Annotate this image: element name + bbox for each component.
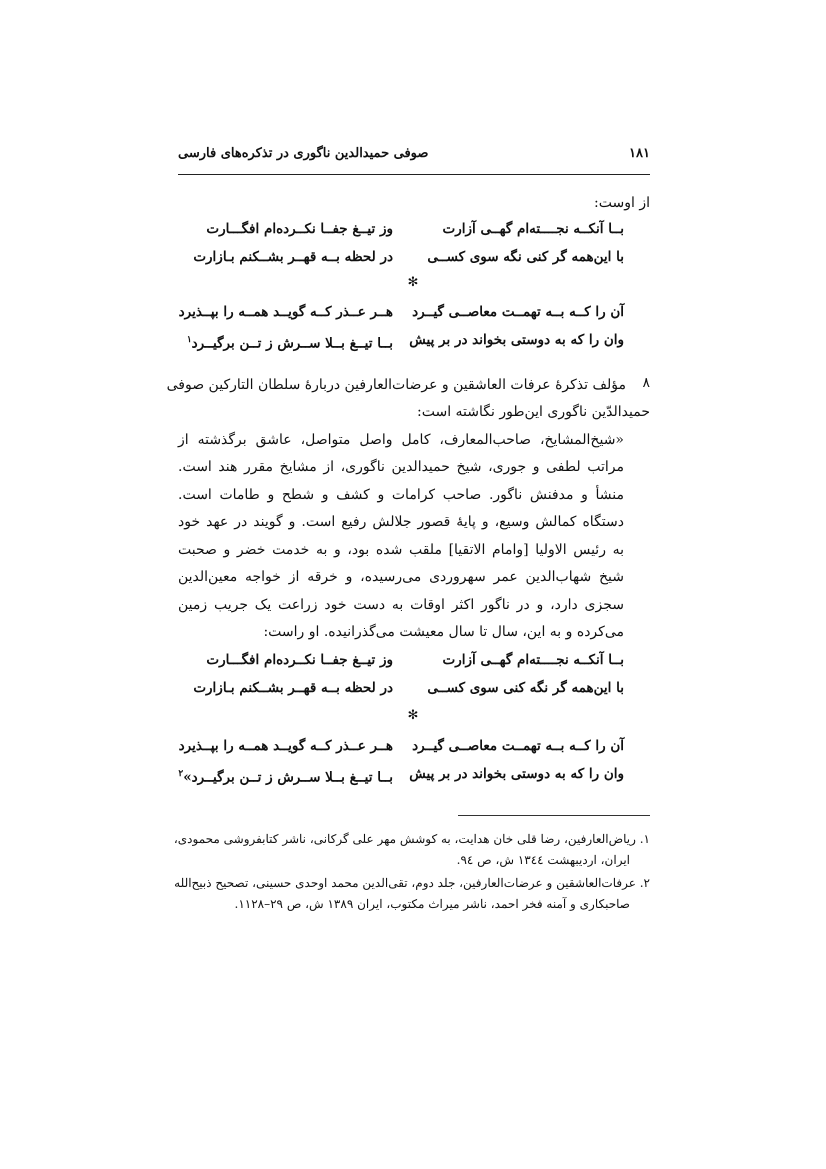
quote-line: به رئیس الاولیا [وامام الاتقیا] ملقب شده بود، و به خدمت خضر و صحبت: [178, 542, 624, 558]
quote-line: می‌کرده و به این، سال تا سال معیشت می‌گذرانیده. او راست:: [263, 624, 624, 640]
poem1-couplet2-left: در لحظه بــه قهــر بشــکنم بـازارت: [193, 249, 393, 265]
poem1-couplet1-right: بــا آنکــه نجــــته‌ام گهــی آزارت: [442, 221, 624, 237]
poem2-separator: ✻: [407, 708, 419, 723]
poem2-couplet1-right: بــا آنکــه نجــــته‌ام گهــی آزارت: [442, 652, 624, 668]
page-header: [178, 146, 650, 166]
quote-line: شیخ شهاب‌الدین عمر سهروردی می‌رسیده، و خرقه از خواجه معین‌الدین: [178, 569, 624, 585]
quote-line: مراتب لطفی و جوری، شیخ حمیدالدین ناگوری، از مشایخ مقرر هند است.: [178, 459, 624, 475]
footnote-rule: [458, 815, 650, 816]
poem1-couplet3-right: آن را کــه بــه تهمــت معاصــی گیــرد: [412, 304, 624, 320]
poem1-couplet4-left: [178, 330, 393, 354]
header-rule: [178, 174, 650, 175]
poem2-couplet4-right: وان را که به دوستی بخواند در بر پیش: [409, 766, 624, 782]
page-number: ۱۸۱: [629, 146, 650, 161]
poem2-couplet1-left: وز تیــغ جفــا نکــرده‌ام افگـــارت: [206, 652, 393, 668]
footnote-line: ۲. عرفات‌العاشقین و عرضات‌العارفین، جلد دوم، تقی‌الدین محمد اوحدی حسینی، تصحیح ذبیح‌الله: [174, 876, 650, 890]
quote-line: سجزی دارد، و در ناگور اکثر اوقات به دست خود زراعت یک جریب زمین: [178, 597, 624, 613]
footnote-line: صاحبکاری و آمنه فخر احمد، ناشر میراث مکتوب، ایران ۱۳۸۹ ش، ص ۲۹–۱۱۲۸.: [234, 897, 630, 911]
footnote-line: ۱. ریاض‌العارفین، رضا قلی خان هدایت، به کوشش مهر علی گرکانی، ناشر کتابفروشی محمودی،: [173, 832, 650, 846]
poem2-couplet3-left: هــر عــذر کــه گویــد همــه را بپــذیرد: [178, 738, 393, 754]
quote-line: دستگاه کمالش وسیع، و پایهٔ قصور جلالش رفیع است. و گویند در عهد خود: [178, 514, 624, 530]
quote-line: منشأ و مدفنش ناگور. صاحب کرامات و کشف و شطح و طامات است.: [178, 487, 624, 503]
quote-line: «شیخ‌المشایخ، صاحب‌المعارف، کامل واصل متواصل، عاشق برگذشته از: [178, 432, 624, 448]
intro-text: از اوست:: [594, 195, 650, 211]
poem2-couplet4-left: [178, 764, 393, 788]
running-title: صوفی حمیدالدین ناگوری در تذکره‌های فارسی: [178, 146, 429, 161]
footnote-ref-1[interactable]: ۱: [186, 335, 192, 345]
poem1-separator: ✻: [407, 275, 419, 290]
poem1-couplet1-left: وز تیــغ جفــا نکــرده‌ام افگـــارت: [206, 221, 393, 237]
poem2-couplet2-left: در لحظه بــه قهــر بشــکنم بـازارت: [193, 680, 393, 696]
poem2-couplet3-right: آن را کــه بــه تهمــت معاصــی گیــرد: [412, 738, 624, 754]
poem2-couplet4-left-text: بــا تیــغ بــلا ســرش ز تــن برگیــرد»: [183, 769, 393, 786]
footnote-ref-2[interactable]: ۲: [178, 769, 184, 779]
paragraph-line: مؤلف تذکرهٔ عرفات العاشقین و عرضات‌العارفین دربارهٔ سلطان التارکین صوفی: [166, 377, 626, 393]
poem2-couplet2-right: با این‌همه گر نگه کنی سوی کســی: [427, 680, 624, 696]
footnote-line: ایران، اردیبهشت ۱۳٤٤ ش، ص ۹٤.: [456, 853, 630, 867]
poem1-couplet3-left: هــر عــذر کــه گویــد همــه را بپــذیرد: [178, 304, 393, 320]
poem1-couplet4-right: وان را که به دوستی بخواند در بر پیش: [409, 332, 624, 348]
poem1-couplet2-right: با این‌همه گر کنی نگه سوی کســی: [427, 249, 624, 265]
section-number: ۸: [642, 375, 650, 391]
paragraph-line: حمیدالدّین ناگوری این‌طور نگاشته است:: [417, 404, 650, 420]
poem1-couplet4-left-text: بــا تیــغ بــلا ســرش ز تــن برگیــرد: [191, 335, 393, 352]
